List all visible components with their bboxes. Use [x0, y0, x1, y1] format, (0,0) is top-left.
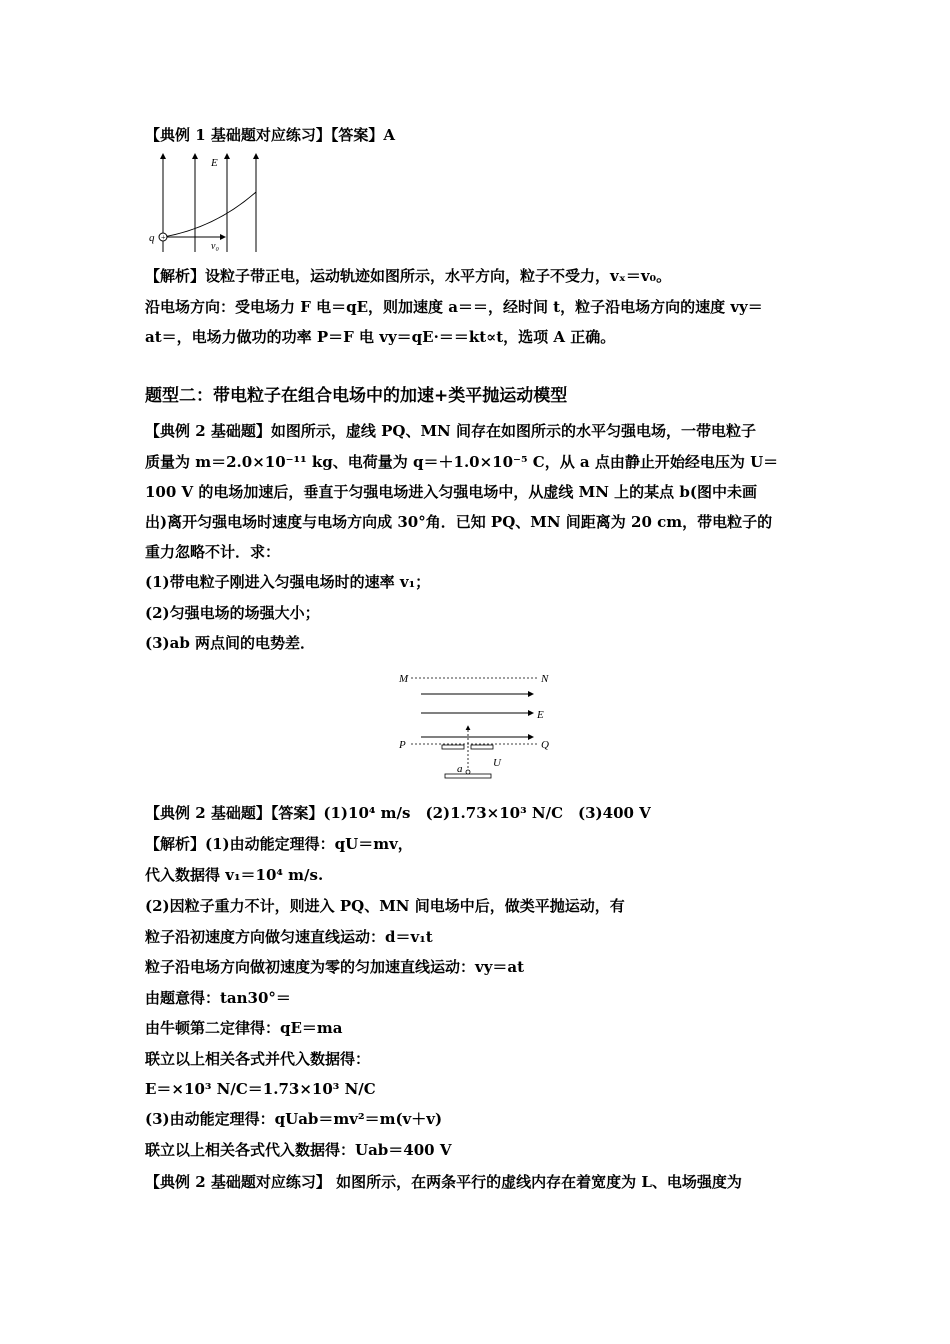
question-3: (3)ab 两点间的电势差．	[145, 634, 316, 652]
fig2-label-q: Q	[541, 739, 549, 751]
plate-bottom	[445, 774, 491, 778]
example2-answer-line: 【典例 2 基础题】【答案】(1)10⁴ m/s (2)1.73×10³ N/C (3)400 V	[145, 804, 651, 822]
solution2-line-11: 联立以上相关各式代入数据得：Uab＝400 V	[145, 1141, 452, 1159]
solution2-line-5: 粒子沿电场方向做初速度为零的匀加速直线运动：vy＝at	[145, 958, 525, 976]
fig1-label-e: E	[211, 157, 218, 169]
figure-combined-field	[395, 668, 560, 784]
problem-line-3: 100 V 的电场加速后，垂直于匀强电场进入匀强电场中，从虚线 MN 上的某点 b(图中未画	[145, 483, 757, 501]
figure-particle-trajectory	[145, 150, 275, 256]
plus-sign: +	[160, 233, 166, 242]
point-a	[466, 770, 470, 774]
question-2: (2)匀强电场的场强大小；	[145, 604, 320, 622]
trajectory-curve	[163, 192, 256, 237]
practice-intro-line: 【典例 2 基础题对应练习】 如图所示，在两条平行的虚线内存在着宽度为 L、电场强度为	[145, 1173, 742, 1191]
plate-left	[442, 745, 464, 749]
solution2-line-9: E＝×10³ N/C＝1.73×10³ N/C	[145, 1080, 376, 1098]
problem-line-5: 重力忽略不计．求：	[145, 543, 281, 561]
solution-line-3: at＝，电场力做功的功率 P＝F 电 vy＝qE·＝＝kt∝t，选项 A 正确。	[145, 328, 616, 346]
solution-line-2: 沿电场方向：受电场力 F 电＝qE，则加速度 a＝＝，经时间 t，粒子沿电场方向的速度 vy＝	[145, 298, 763, 316]
problem-line-4: 出)离开匀强电场时速度与电场方向成 30°角．已知 PQ、MN 间距离为 20 cm，带电粒子的	[145, 513, 773, 531]
fig2-label-a: a	[457, 763, 463, 775]
fig2-label-p: P	[399, 739, 406, 751]
problem-line-1: 【典例 2 基础题】如图所示，虚线 PQ、MN 间存在如图所示的水平匀强电场，一带电粒子	[145, 422, 756, 440]
example1-answer-line: 【典例 1 基础题对应练习】【答案】A	[145, 126, 396, 144]
fig2-label-n: N	[541, 673, 549, 685]
fig2-label-m: M	[399, 673, 409, 685]
section-heading: 题型二：带电粒子在组合电场中的加速+类平抛运动模型	[145, 386, 568, 406]
solution2-line-7: 由牛顿第二定律得：qE＝ma	[145, 1019, 343, 1037]
plate-right	[471, 745, 493, 749]
solution2-line-8: 联立以上相关各式并代入数据得：	[145, 1050, 371, 1068]
solution2-line-4: 粒子沿初速度方向做匀速直线运动：d＝v₁t	[145, 928, 433, 946]
solution2-line-10: (3)由动能定理得：qUab＝mv²＝m(v＋v)	[145, 1110, 443, 1128]
question-1: (1)带电粒子刚进入匀强电场时的速率 v₁；	[145, 573, 431, 591]
solution2-line-6: 由题意得：tan30°＝	[145, 989, 291, 1007]
fig2-label-e: E	[537, 709, 544, 721]
solution2-line-1: 【解析】(1)由动能定理得：qU＝mv，	[145, 835, 413, 853]
solution-line-1: 【解析】设粒子带正电，运动轨迹如图所示，水平方向，粒子不受力，vₓ＝v₀。	[145, 267, 672, 285]
fig2-label-u: U	[493, 757, 501, 769]
fig1-label-v0: v₀	[211, 241, 219, 252]
solution2-line-2: 代入数据得 v₁＝10⁴ m/s.	[145, 866, 324, 884]
solution2-line-3: (2)因粒子重力不计，则进入 PQ、MN 间电场中后，做类平抛运动，有	[145, 897, 625, 915]
problem-line-2: 质量为 m＝2.0×10⁻¹¹ kg、电荷量为 q＝＋1.0×10⁻⁵ C，从 a 点由静止开始经电压为 U＝	[145, 453, 779, 471]
fig1-label-q: q	[149, 232, 155, 244]
